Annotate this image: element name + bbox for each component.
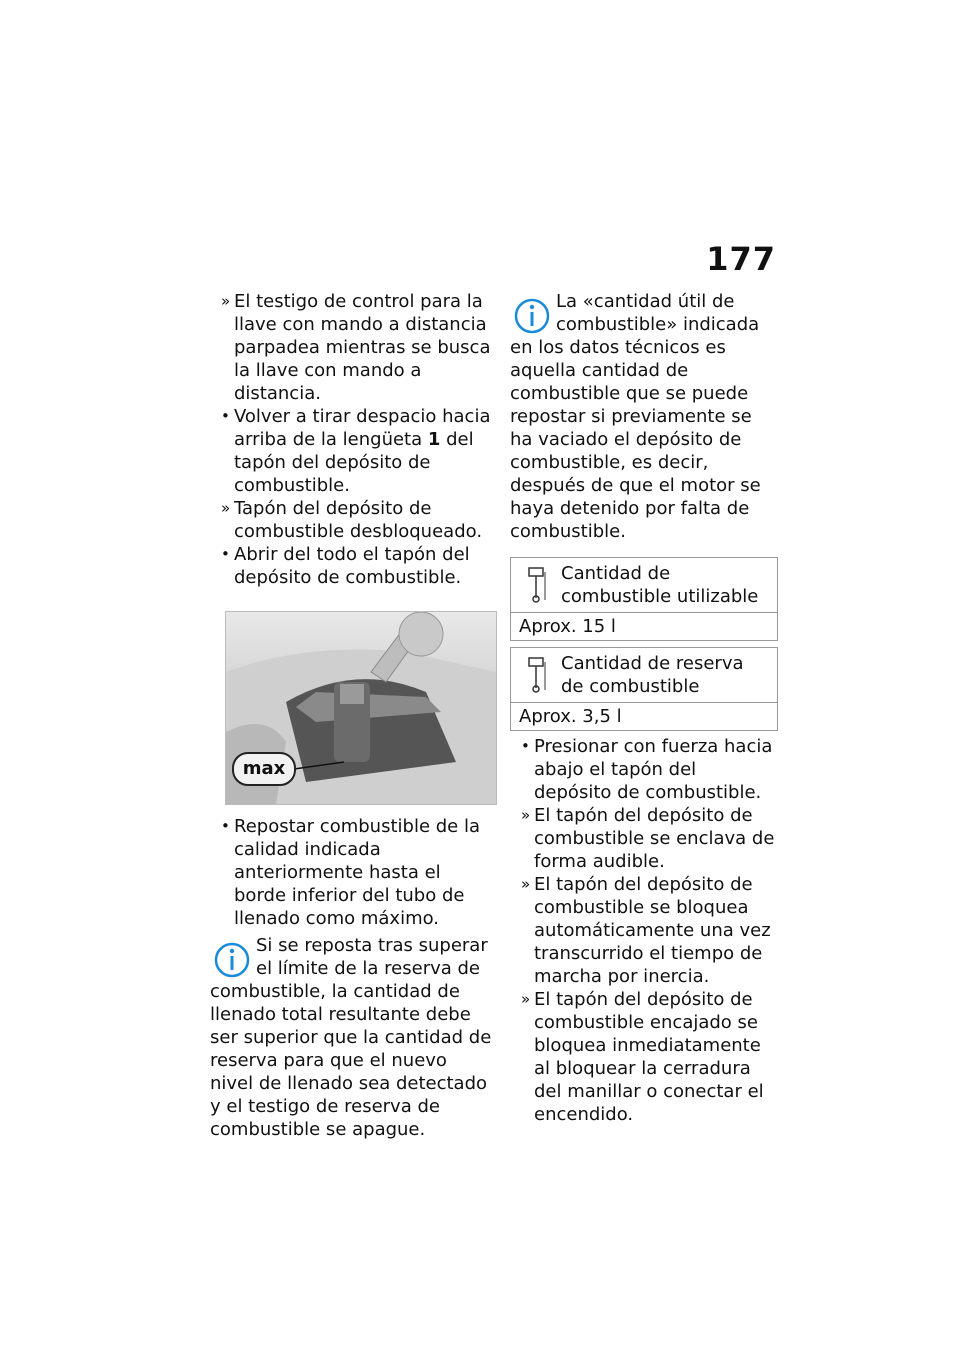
list-item-text: El tapón del depósito de combustible encajado se bloquea inmediatamente al bloquear la cerradura del manillar o conectar el encendido.: [534, 989, 764, 1125]
list-item-text: Repostar combustible de la calidad indicada anteriormente hasta el borde inferior del tubo de llenado como máximo.: [234, 816, 480, 929]
info-note: [210, 934, 495, 1141]
spec-table: [510, 647, 778, 731]
list-marker: »: [521, 875, 531, 893]
spec-title: Cantidad de combustible utilizable: [561, 563, 759, 607]
list-item: [210, 290, 495, 405]
spec-header: [511, 648, 777, 703]
list-item: [510, 988, 778, 1126]
list-marker: »: [521, 806, 531, 824]
spec-table: [510, 557, 778, 641]
list-item-text: Tapón del depósito de combustible desbloqueado.: [234, 498, 483, 542]
list-item-text-part: del tapón del depósito de combustible.: [234, 429, 474, 496]
list-item: [510, 873, 778, 988]
fuel-filler-photo: [225, 611, 497, 805]
info-icon: [210, 938, 256, 978]
reference-number: 1: [427, 429, 441, 450]
list-item: [210, 815, 495, 930]
list-item-text: El tapón del depósito de combustible se bloquea automáticamente una vez transcurrido el tiempo de marcha por inercia.: [534, 874, 771, 987]
max-fill-label: max: [232, 752, 296, 786]
fuel-pump-icon: [525, 564, 551, 604]
list-item-text: [234, 405, 495, 497]
list-marker: •: [221, 817, 230, 835]
list-item: [210, 543, 495, 589]
info-icon: [510, 294, 556, 334]
list-marker: »: [221, 292, 231, 310]
list-marker: •: [521, 737, 530, 755]
list-item: [510, 804, 778, 873]
list-item-text: El tapón del depósito de combustible se enclava de forma audible.: [534, 805, 775, 872]
list-item: [510, 735, 778, 804]
list-item-text: El testigo de control para la llave con mando a distancia parpadea mientras se busca la llave con mando a distancia.: [234, 291, 491, 404]
spec-header: [511, 558, 777, 613]
right-column: [510, 290, 778, 1126]
info-note: [510, 290, 778, 543]
spec-title: Cantidad de reserva de combustible: [561, 653, 744, 697]
info-note-text: Si se reposta tras superar el límite de la reserva de combustible, la cantidad de llenado total resultante debe ser superior que la cantidad de reserva para que el nuevo nivel de llenado sea detectado y el testigo de reserva de combustible se apague.: [210, 935, 492, 1140]
list-marker: •: [221, 407, 230, 425]
list-item-text: Presionar con fuerza hacia abajo el tapón del depósito de combustible.: [534, 736, 773, 803]
info-note-text: La «cantidad útil de combustible» indicada en los datos técnicos es aquella cantidad de combustible que se puede repostar si previamente se ha vaciado el depósito de combustible, es decir, después de que el motor se haya detenido por falta de combustible.: [510, 291, 761, 542]
spec-value: Aprox. 15 l: [519, 616, 616, 637]
list-marker: »: [521, 990, 531, 1008]
page-number: 177: [706, 240, 776, 278]
list-item: [210, 405, 495, 497]
spec-value: Aprox. 3,5 l: [519, 706, 622, 727]
list-marker: »: [221, 499, 231, 517]
left-column: [210, 290, 495, 1141]
list-item: [210, 497, 495, 543]
list-item-text-part: Volver a tirar despacio hacia arriba de la lengüeta: [234, 406, 491, 450]
fuel-pump-icon: [525, 654, 551, 694]
list-marker: •: [221, 545, 230, 563]
list-item-text: Abrir del todo el tapón del depósito de combustible.: [234, 544, 470, 588]
